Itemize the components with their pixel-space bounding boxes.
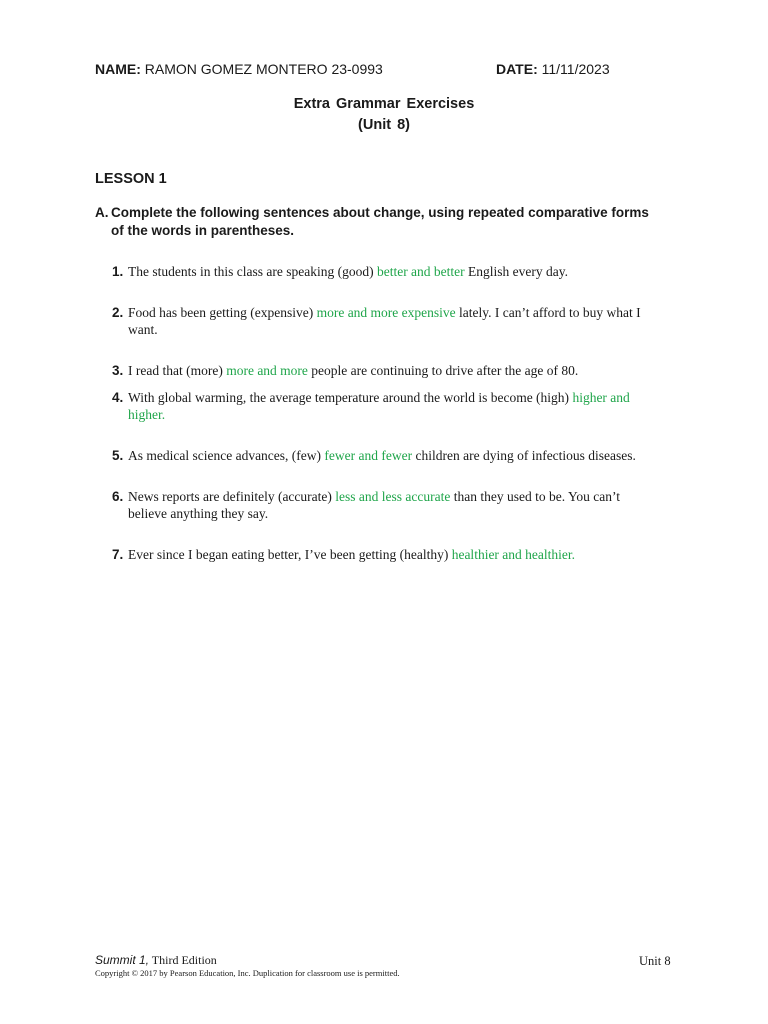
item-number: 4. — [112, 390, 124, 405]
title-line-1: Extra Grammar Exercises — [293, 96, 475, 112]
item-number: 1. — [112, 264, 124, 279]
item-text-before: News reports are definitely (accurate) — [128, 489, 336, 504]
item-text-before: As medical science advances, (few) — [128, 448, 325, 463]
footer-book-name: Summit 1, — [95, 953, 150, 967]
item-text-before: Ever since I began eating better, I’ve been getting (healthy) — [128, 547, 452, 562]
exercise-item-4 — [112, 389, 657, 423]
instruction-letter: A. — [95, 205, 109, 220]
item-number: 6. — [112, 489, 124, 504]
item-sentence — [128, 389, 657, 423]
item-text-after: than they used to be. You can’t believe anything they say. — [128, 489, 620, 521]
item-text-before: The students in this class are speaking (good) — [128, 264, 377, 279]
exercise-item-7 — [112, 546, 657, 563]
item-sentence — [128, 447, 657, 464]
date-field — [496, 61, 610, 77]
exercise-item-2 — [112, 304, 657, 338]
item-number: 7. — [112, 547, 124, 562]
item-answer: better and better — [376, 264, 465, 279]
item-sentence — [128, 488, 657, 522]
item-answer: less and less accurate — [335, 489, 451, 504]
item-text-after: English every day. — [464, 264, 569, 279]
date-label: DATE: — [496, 61, 538, 77]
item-answer: healthier and healthier. — [451, 547, 576, 562]
footer-book-title — [95, 953, 217, 968]
page-title — [0, 94, 768, 136]
item-text-after: people are continuing to drive after the age of 80. — [307, 363, 579, 378]
item-answer: more and more — [226, 363, 308, 378]
item-text-after: lately. I can’t afford to buy what I want. — [128, 305, 641, 337]
item-answer: more and more expensive — [316, 305, 456, 320]
item-sentence — [128, 362, 657, 379]
lesson-heading: LESSON 1 — [95, 171, 167, 187]
instruction-text: Complete the following sentences about change, using repeated comparative forms of the words in parentheses. — [111, 205, 649, 238]
item-text-before: Food has been getting (expensive) — [128, 305, 317, 320]
footer-unit: Unit 8 — [639, 954, 671, 968]
footer-copyright: Copyright © 2017 by Pearson Education, Inc. Duplication for classroom use is permitted. — [95, 968, 400, 978]
item-text-before: With global warming, the average temperature around the world is become (high) — [128, 390, 573, 405]
item-answer: fewer and fewer — [324, 448, 413, 463]
item-text-after: children are dying of infectious diseases. — [412, 448, 636, 463]
exercise-item-1 — [112, 263, 657, 280]
exercise-item-6 — [112, 488, 657, 522]
item-number: 3. — [112, 363, 124, 378]
item-text-before: I read that (more) — [128, 363, 227, 378]
exercise-instruction — [95, 204, 655, 240]
item-number: 2. — [112, 305, 124, 320]
item-number: 5. — [112, 448, 124, 463]
exercise-item-3 — [112, 362, 657, 379]
exercise-item-5 — [112, 447, 657, 464]
item-sentence — [128, 263, 657, 280]
footer-edition: Third Edition — [149, 953, 217, 967]
title-line-2: (Unit 8) — [358, 117, 410, 133]
date-value: 11/11/2023 — [541, 61, 610, 77]
name-field — [95, 61, 383, 77]
item-sentence — [128, 546, 657, 563]
name-label: NAME: — [95, 61, 141, 77]
name-value: RAMON GOMEZ MONTERO 23-0993 — [144, 61, 383, 77]
item-answer: higher and higher. — [128, 390, 630, 422]
item-sentence — [128, 304, 657, 338]
